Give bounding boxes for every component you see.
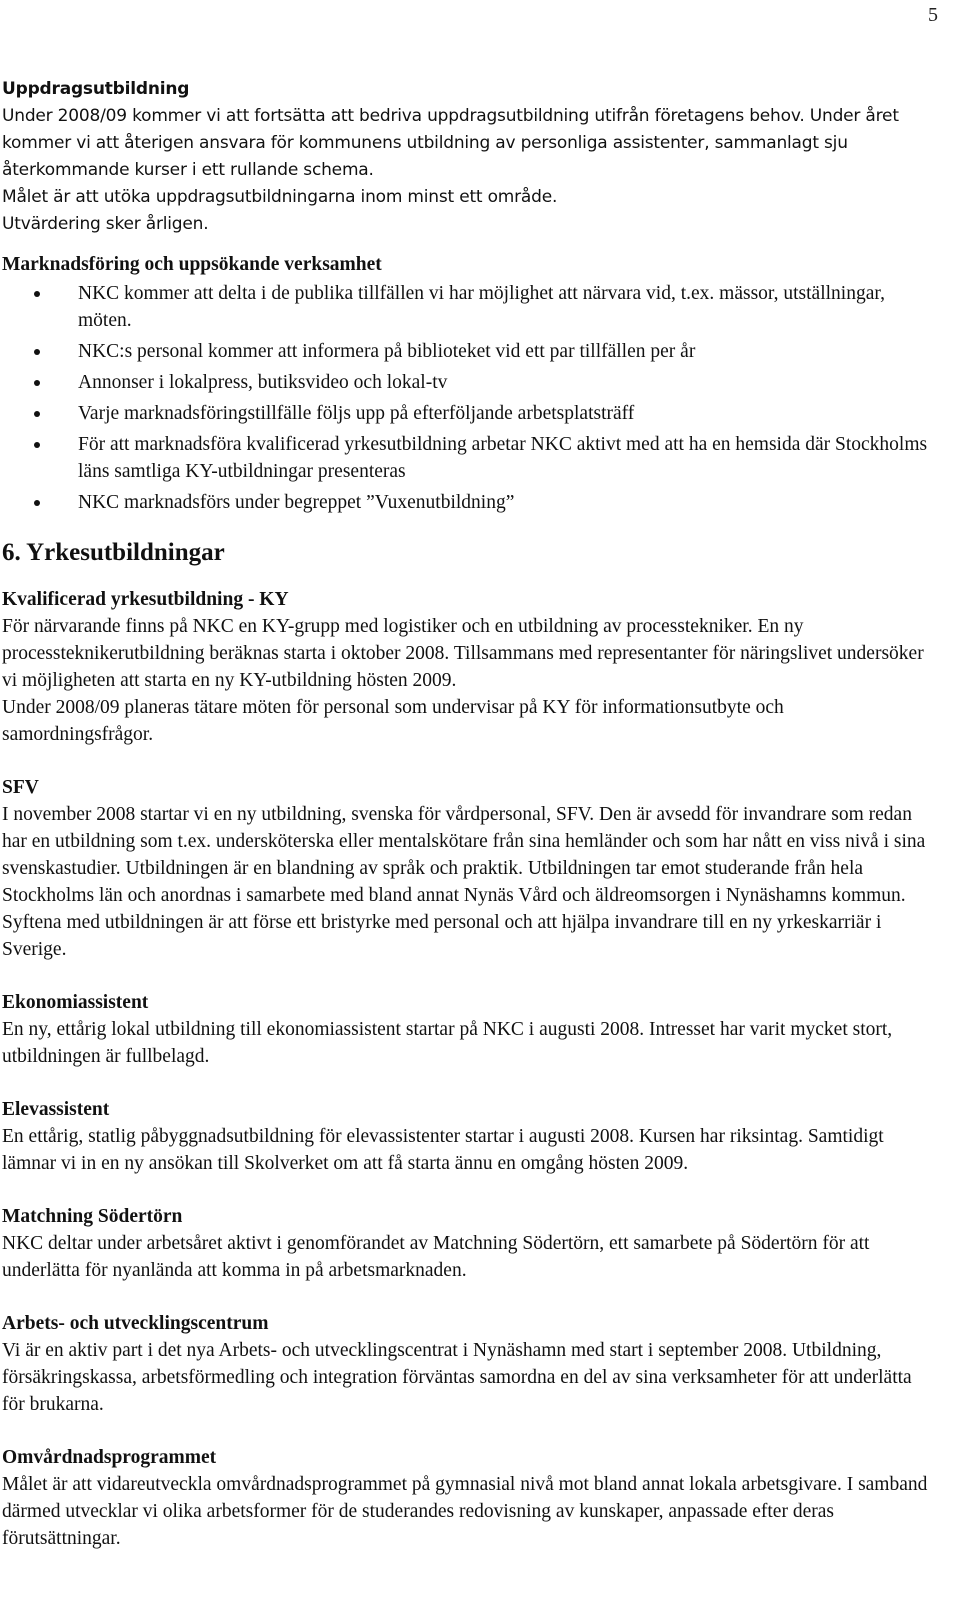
section-ekonomiassistent — [2, 989, 938, 1070]
section-matchning — [2, 1203, 938, 1284]
list-item: Varje marknadsföringstillfälle följs upp på efterföljande arbetsplatsträff — [2, 400, 938, 427]
heading-arbets-och-utvecklingscentrum: Arbets- och utvecklingscentrum — [2, 1313, 269, 1334]
list-item: NKC kommer att delta i de publika tillfällen vi har möjlighet att närvara vid, t.ex. mässor, utställningar, möten. — [2, 280, 938, 334]
heading-marknadsforing: Marknadsföring och uppsökande verksamhet — [2, 254, 382, 275]
bullet-icon — [34, 411, 40, 417]
bullet-icon — [34, 349, 40, 355]
paragraph: NKC deltar under arbetsåret aktivt i genomförandet av Matchning Södertörn, ett samarbete på Södertörn för att underlätta för nyanlända att komma in på arbetsmarknaden. — [2, 1233, 870, 1281]
section-marknadsforing — [2, 251, 938, 516]
paragraph: Vi är en aktiv part i det nya Arbets- och utvecklingscentrat i Nynäshamn med start i september 2008. Utbildning, försäkringskassa, arbetsförmedling och integration förväntas samordna en del av sina verksamheter för att underlätta för brukarna. — [2, 1340, 912, 1415]
section-title-yrkesutbildningar: 6. Yrkesutbildningar — [2, 539, 225, 566]
list-item: NKC marknadsförs under begreppet ”Vuxenutbildning” — [2, 489, 938, 516]
heading-elevassistent: Elevassistent — [2, 1099, 110, 1120]
heading-ekonomiassistent: Ekonomiassistent — [2, 992, 149, 1013]
page-number: 5 — [928, 4, 938, 26]
section-sfv — [2, 774, 938, 963]
paragraph: En ettårig, statlig påbyggnadsutbildning för elevassistenter startar i augusti 2008. Kursen har riksintag. Samtidigt lämnar vi in en ny ansökan till Skolverket om att få starta ännu en omgång hösten 2009. — [2, 1126, 884, 1174]
paragraph: En ny, ettårig lokal utbildning till ekonomiassistent startar på NKC i augusti 2008. Intresset har varit mycket stort, utbildningen är fullbelagd. — [2, 1019, 893, 1067]
paragraph: I november 2008 startar vi en ny utbildning, svenska för vårdpersonal, SFV. Den är avsedd för invandrare som redan har en utbildning som t.ex. undersköterska eller mentalskötare från sina hemländer och som har nått en viss nivå i sina svenskastudier. Utbildningen är en blandning av språk och praktik. Utbildningen tar emot studerande från hela Stockholms län och anordnas i samarbete med bland annat Nynäs Vård och äldreomsorgen i Nynäshamns kommun. Syftena med utbildningen är att förse ett bristyrke med personal och att hjälpa invandrare till en ny yrkeskarriär i Sverige. — [2, 804, 926, 960]
list-item: Annonser i lokalpress, butiksvideo och lokal-tv — [2, 369, 938, 396]
list-item: NKC:s personal kommer att informera på biblioteket vid ett par tillfällen per år — [2, 338, 938, 365]
paragraph: Under 2008/09 planeras tätare möten för personal som undervisar på KY för informationsutbyte och samordningsfrågor. — [2, 697, 784, 745]
heading-sfv: SFV — [2, 777, 39, 798]
bullet-icon — [34, 500, 40, 506]
section-ky — [2, 586, 938, 748]
paragraph: Målet är att utöka uppdragsutbildningarna inom minst ett område. — [2, 187, 558, 207]
paragraph: Målet är att vidareutveckla omvårdnadsprogrammet på gymnasial nivå mot bland annat lokala arbetsgivare. I samband därmed utvecklar vi olika arbetsformer för de studerandes redovisning av kunskaper, anpassade efter deras förutsättningar. — [2, 1474, 928, 1549]
heading-ky: Kvalificerad yrkesutbildning - KY — [2, 589, 289, 610]
list-item: För att marknadsföra kvalificerad yrkesutbildning arbetar NKC aktivt med att ha en hemsida där Stockholms läns samtliga KY-utbildningar presenteras — [2, 431, 938, 485]
bullet-list — [2, 280, 938, 516]
bullet-icon — [34, 291, 40, 297]
heading-uppdragsutbildning: Uppdragsutbildning — [2, 79, 190, 99]
section-uppdragsutbildning — [2, 76, 938, 238]
section-arbets-och-utvecklingscentrum — [2, 1310, 938, 1418]
paragraph: För närvarande finns på NKC en KY-grupp med logistiker och en utbildning av processtekniker. En ny processteknikerutbildning beräknas starta i oktober 2008. Tillsammans med representanter för näringslivet undersöker vi möjligheten att starta en ny KY-utbildning hösten 2009. — [2, 616, 924, 691]
heading-omvardnadsprogrammet: Omvårdnadsprogrammet — [2, 1447, 217, 1468]
paragraph: Utvärdering sker årligen. — [2, 214, 209, 234]
document-body — [2, 76, 938, 1552]
section-omvardnadsprogrammet — [2, 1444, 938, 1552]
section-elevassistent — [2, 1096, 938, 1177]
bullet-icon — [34, 442, 40, 448]
bullet-icon — [34, 380, 40, 386]
heading-matchning: Matchning Södertörn — [2, 1206, 183, 1227]
paragraph: Under 2008/09 kommer vi att fortsätta att bedriva uppdragsutbildning utifrån företagens behov. Under året kommer vi att återigen ansvara för kommunens utbildning av personliga assistenter, sammanlagt sju återkommande kurser i ett rullande schema. — [2, 106, 899, 180]
